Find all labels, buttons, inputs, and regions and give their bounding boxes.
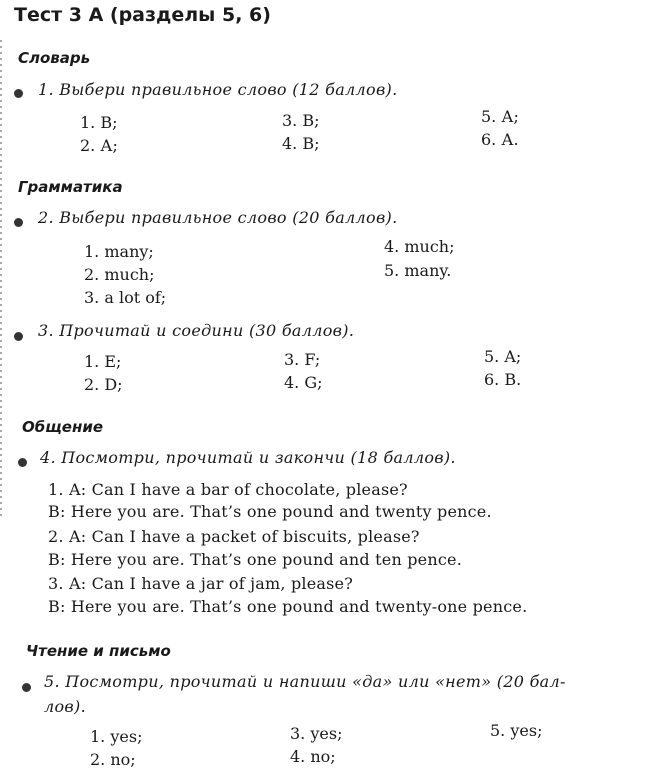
task-3-answer-5: 5. A; <box>484 347 522 366</box>
task-2-instruction: 2. Выбери правильное слово (20 баллов). <box>38 208 398 227</box>
bullet-icon <box>14 89 23 98</box>
task-1-instruction: 1. Выбери правильное слово (12 баллов). <box>38 80 398 99</box>
task-5-answer-4: 4. no; <box>290 747 336 766</box>
task-2-answer-4: 4. much; <box>384 237 455 256</box>
task-3-instruction: 3. Прочитай и соедини (30 баллов). <box>38 321 355 340</box>
task-2-answer-2: 2. much; <box>84 265 155 284</box>
bullet-icon <box>14 218 23 227</box>
bullet-icon <box>22 683 31 692</box>
task-5-instruction-continued: лов). <box>44 697 86 716</box>
dialogue-line-6: B: Here you are. That’s one pound and twenty-one pence. <box>48 597 528 616</box>
task-3-answer-1: 1. E; <box>84 352 122 371</box>
bullet-icon <box>18 458 27 467</box>
bullet-icon <box>14 332 23 341</box>
task-4-instruction: 4. Посмотри, прочитай и закончи (18 баллов). <box>40 448 456 467</box>
task-2-answer-3: 3. a lot of; <box>84 288 167 307</box>
task-2-answer-5: 5. many. <box>384 261 452 280</box>
dialogue-line-3: 2. A: Can I have a packet of biscuits, please? <box>48 527 420 546</box>
section-heading-vocabulary: Словарь <box>18 49 91 67</box>
task-5-answer-2: 2. no; <box>90 750 136 769</box>
task-1-answer-5: 5. А; <box>481 107 519 126</box>
page-title: Тест 3 А (разделы 5, 6) <box>14 4 271 26</box>
task-1-answer-2: 2. А; <box>80 136 118 155</box>
section-heading-reading-writing: Чтение и письмо <box>26 642 171 660</box>
section-heading-grammar: Грамматика <box>18 178 123 196</box>
task-5-answer-1: 1. yes; <box>90 727 143 746</box>
task-1-answer-4: 4. В; <box>282 134 320 153</box>
task-5-answer-3: 3. yes; <box>290 724 343 743</box>
task-5-instruction: 5. Посмотри, прочитай и напиши «да» или «нет» (20 бал- <box>44 672 566 691</box>
dialogue-line-2: B: Here you are. That’s one pound and twenty pence. <box>48 502 492 521</box>
dialogue-line-4: B: Here you are. That’s one pound and ten pence. <box>48 550 462 569</box>
task-3-answer-4: 4. G; <box>284 373 323 392</box>
dialogue-line-1: 1. A: Can I have a bar of chocolate, please? <box>48 480 408 499</box>
dialogue-line-5: 3. A: Can I have a jar of jam, please? <box>48 574 353 593</box>
page-edge-marks <box>0 40 2 520</box>
section-heading-communication: Общение <box>22 418 104 436</box>
task-3-answer-6: 6. B. <box>484 370 522 389</box>
task-5-answer-5: 5. yes; <box>490 721 543 740</box>
task-2-answer-1: 1. many; <box>84 242 154 261</box>
task-1-answer-1: 1. В; <box>80 113 118 132</box>
task-1-answer-3: 3. В; <box>282 111 320 130</box>
task-1-answer-6: 6. А. <box>481 130 519 149</box>
task-3-answer-2: 2. D; <box>84 375 123 394</box>
task-3-answer-3: 3. F; <box>284 350 321 369</box>
